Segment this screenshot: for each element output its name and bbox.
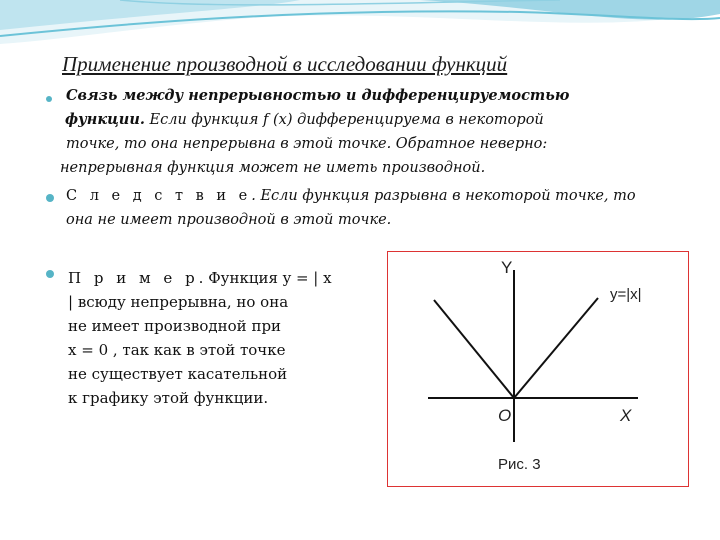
bullet-marker bbox=[46, 96, 52, 102]
paragraph-example-line5: не существует касательной bbox=[68, 365, 288, 383]
paragraph-example-line2: | всюду непрерывна, но она bbox=[68, 293, 289, 311]
paragraph-corollary-line2: она не имеет производной в этой точке. bbox=[66, 212, 392, 228]
paragraph-continuity-line2: Если функция f (x) дифференцируема в некоторой bbox=[144, 112, 544, 128]
paragraph-continuity-bold-term: функции. bbox=[65, 111, 145, 128]
graph-right-branch bbox=[514, 298, 598, 398]
paragraph-example-line3: не имеет производной при bbox=[68, 317, 282, 335]
header-wave-decoration bbox=[0, 0, 720, 60]
paragraph-corollary-lead: С л е д с т в и е bbox=[66, 188, 252, 204]
y-axis-label: Y bbox=[501, 258, 513, 277]
graph-left-branch bbox=[434, 300, 514, 398]
paragraph-continuity-line3: точке, то она непрерывна в этой точке. Обратное неверно: bbox=[66, 136, 548, 152]
page-title: Применение производной в исследовании функций bbox=[62, 52, 508, 76]
graph-canvas bbox=[388, 252, 688, 486]
paragraph-example-lead: П р и м е р bbox=[68, 269, 199, 287]
origin-label: O bbox=[498, 406, 512, 425]
function-label: y=|x| bbox=[610, 286, 642, 303]
x-axis-label: X bbox=[620, 406, 632, 425]
paragraph-continuity-line1: Связь между непрерывностью и дифференцируемостью bbox=[66, 87, 570, 104]
paragraph-example-line6: к графику этой функции. bbox=[68, 389, 269, 407]
paragraph-example-line4: x = 0 , так как в этой точке bbox=[68, 341, 286, 359]
paragraph-corollary-line1: . Если функция разрывна в некоторой точке, то bbox=[251, 188, 636, 204]
paragraph-example bbox=[68, 266, 358, 410]
paragraph-example-line1: . Функция y = | x bbox=[198, 269, 332, 287]
figure-abs-graph bbox=[387, 251, 689, 487]
paragraph-continuity bbox=[60, 84, 570, 180]
paragraph-continuity-line4: непрерывная функция может не иметь производной. bbox=[60, 160, 486, 176]
bullet-marker bbox=[46, 194, 54, 202]
bullet-marker bbox=[46, 270, 54, 278]
paragraph-corollary bbox=[66, 184, 636, 232]
figure-caption: Рис. 3 bbox=[498, 456, 541, 473]
